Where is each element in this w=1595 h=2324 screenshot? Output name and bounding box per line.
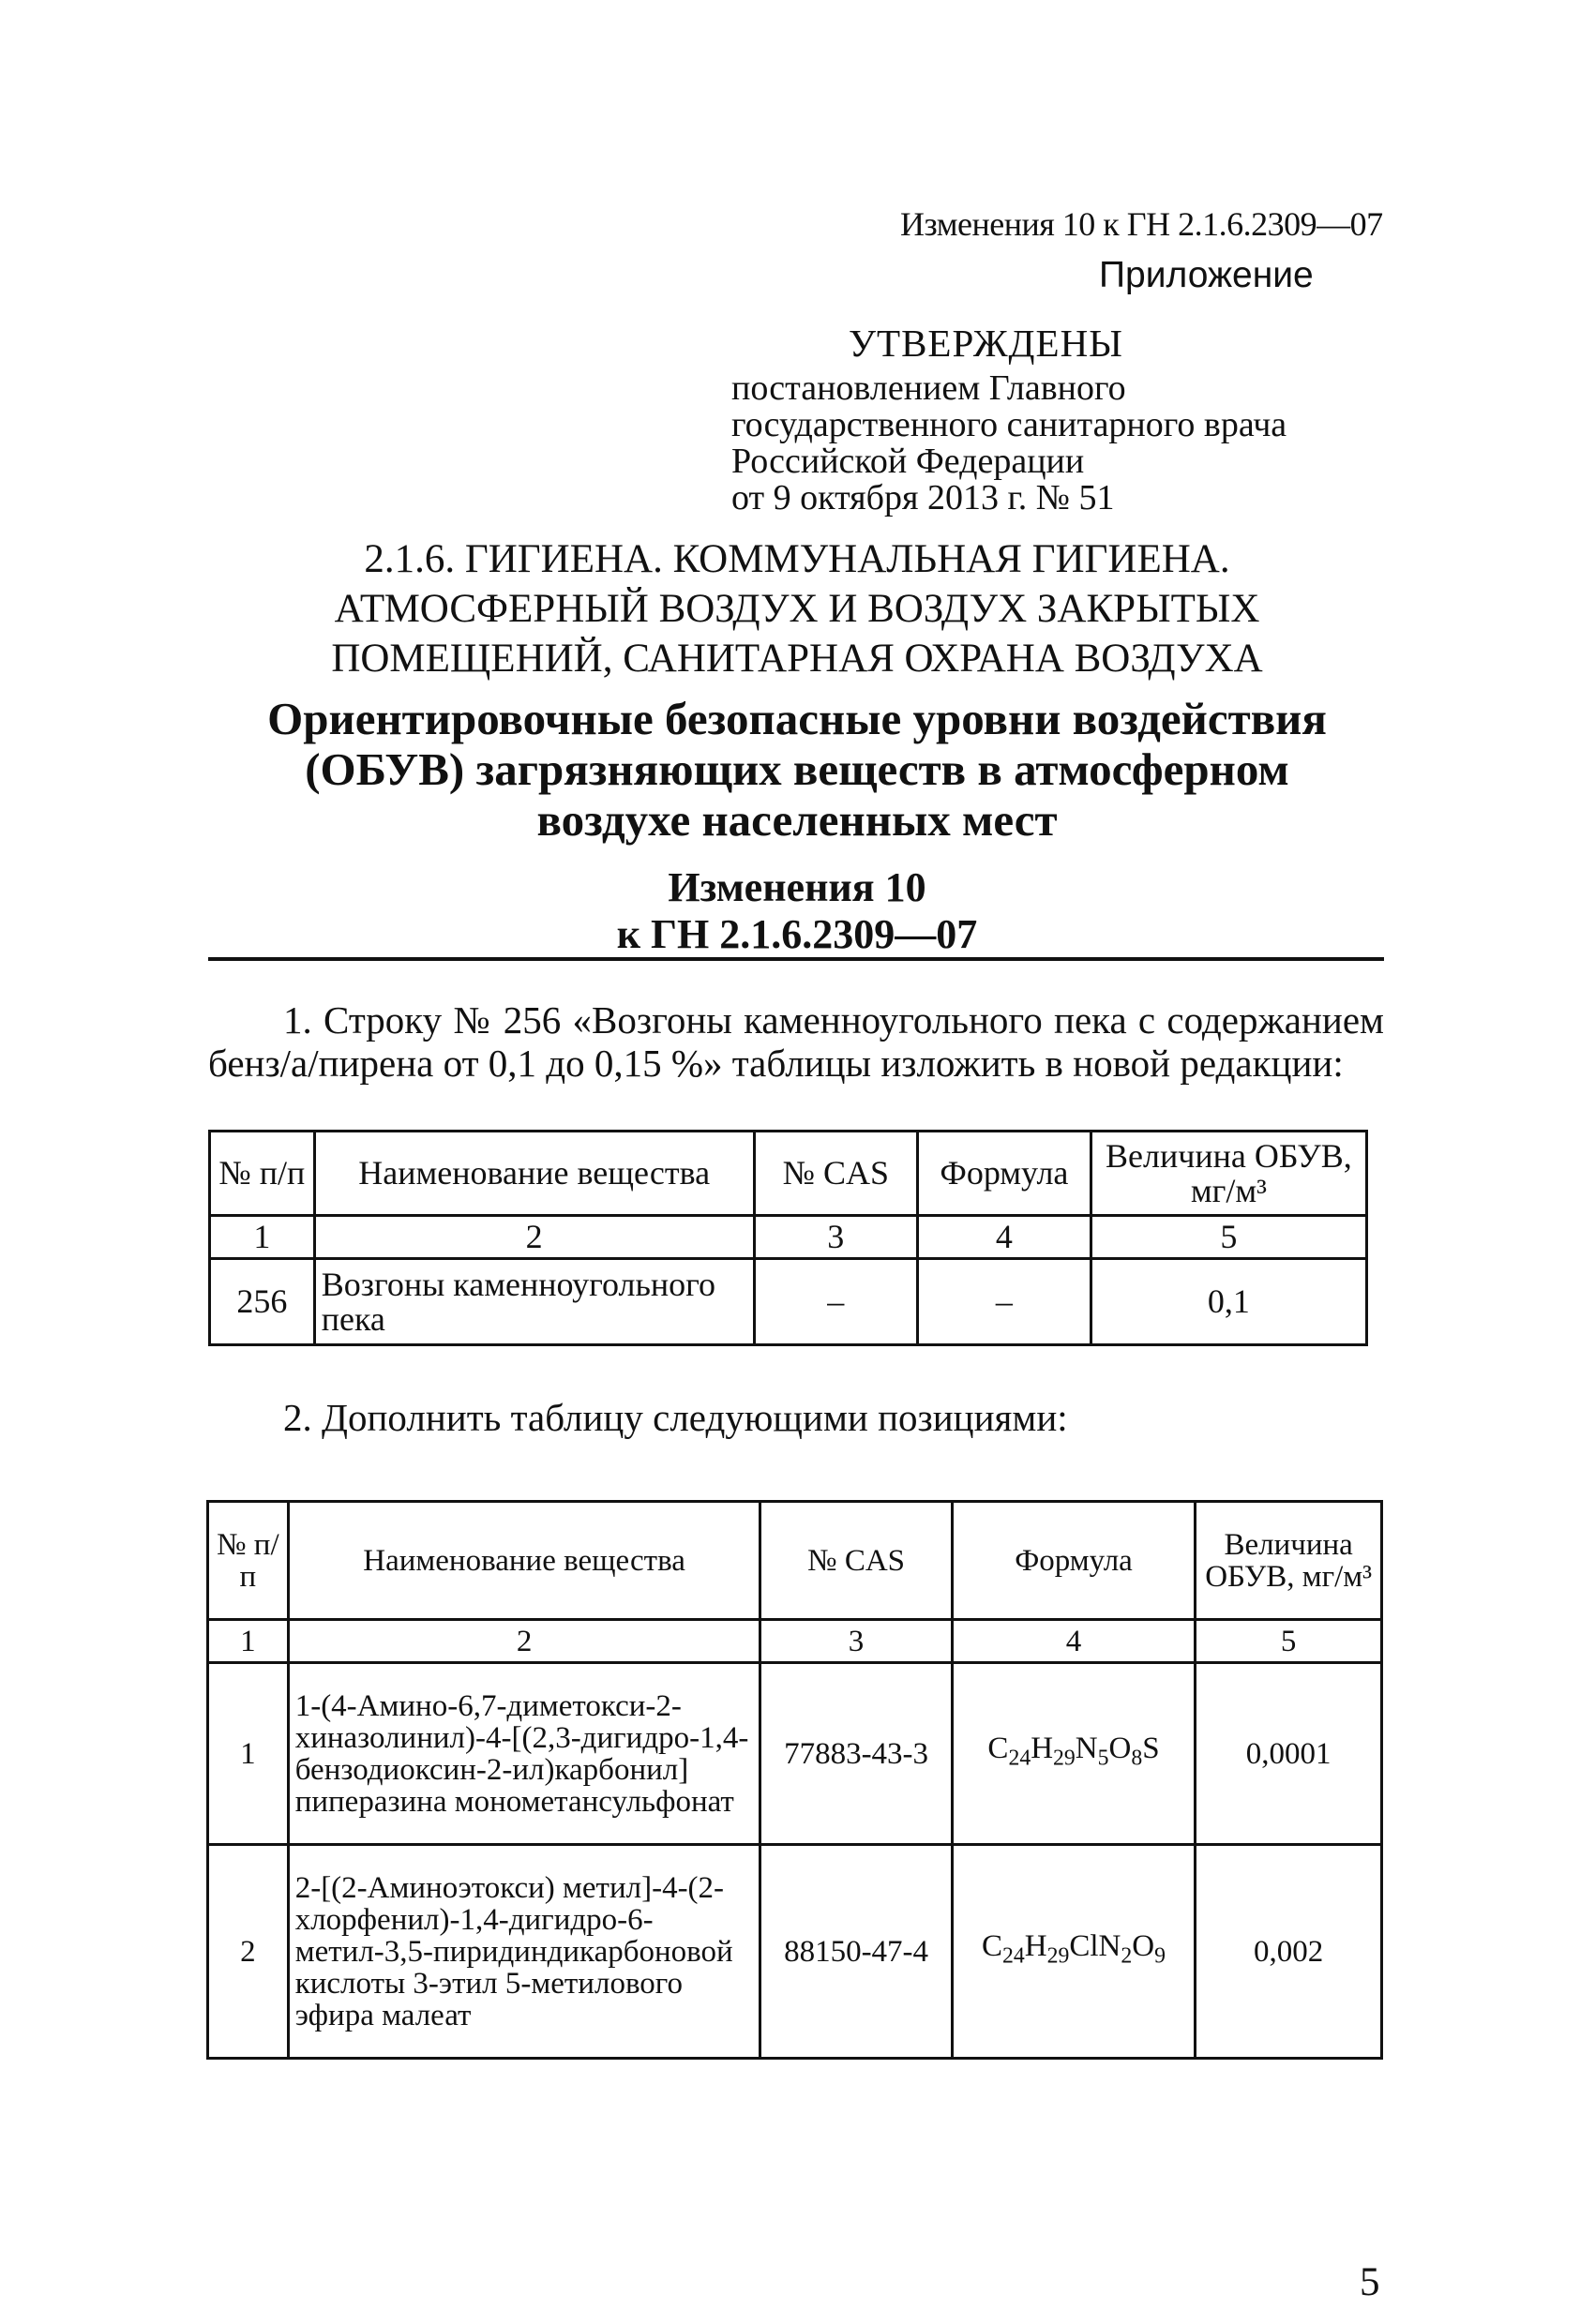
table-header-row: [210, 1132, 1367, 1216]
document-reference: Изменения 10 к ГН 2.1.6.2309—07: [900, 205, 1383, 243]
subtitle-line: к ГН 2.1.6.2309—07: [616, 911, 978, 957]
column-number: 4: [918, 1216, 1091, 1259]
approval-line: государственного санитарного врача: [731, 405, 1287, 444]
row-number: 2: [208, 1845, 289, 2059]
paragraph-2: 2. Дополнить таблицу следующими позициями:: [283, 1396, 1068, 1439]
chemical-formula: $C_{24}H_{29}N_5O_8S$: [987, 1732, 1160, 1771]
subtitle-line: Изменения 10: [668, 864, 926, 910]
cas-number: 77883-43-3: [760, 1663, 952, 1845]
header-cell-number: № п/п: [208, 1502, 289, 1620]
cas-number: 88150-47-4: [760, 1845, 952, 2059]
obuv-value: 0,002: [1196, 1845, 1382, 2059]
column-number: 4: [952, 1620, 1196, 1663]
title-line: Ориентировочные безопасные уровни воздействия: [267, 693, 1327, 744]
table-row: [208, 1845, 1382, 2059]
section-line: АТМОСФЕРНЫЙ ВОЗДУХ И ВОЗДУХ ЗАКРЫТЫХ: [334, 587, 1260, 631]
approval-line: Российской Федерации: [731, 442, 1085, 481]
substance-name: 2-[(2-Аминоэтокси) метил]-4-(2-хлорфенил)-1,4-дигидро-6-метил-3,5-пиридиндикарбоновой кислоты 3-этил 5-метилового эфира малеат: [288, 1845, 760, 2059]
header-cell-value: Величина ОБУВ, мг/м³: [1091, 1132, 1366, 1216]
header-cell-value: Величина ОБУВ, мг/м³: [1196, 1502, 1382, 1620]
substance-name: 1-(4-Амино-6,7-диметокси-2-хиназолинил)-4-[(2,3-дигидро-1,4-бензодиоксин-2-ил)карбонил] пиперазина монометансульфонат: [288, 1663, 760, 1845]
approved-heading: УТВЕРЖДЕНЫ: [849, 322, 1123, 365]
title-line: воздухе населенных мест: [536, 794, 1058, 846]
header-cell-name: Наименование вещества: [288, 1502, 760, 1620]
header-cell-formula: Формула: [918, 1132, 1091, 1216]
page-number: 5: [1360, 2260, 1380, 2304]
document-title: [206, 694, 1388, 846]
column-number: 1: [210, 1216, 315, 1259]
section-line: 2.1.6. ГИГИЕНА. КОММУНАЛЬНАЯ ГИГИЕНА.: [364, 537, 1230, 581]
column-number: 2: [314, 1216, 754, 1259]
table-row-256-replacement: [208, 1130, 1368, 1346]
approval-line: от 9 октября 2013 г. № 51: [731, 478, 1115, 517]
obuv-value: 0,1: [1091, 1259, 1366, 1345]
formula: [952, 1845, 1196, 2059]
column-number-row: [210, 1216, 1367, 1259]
column-number: 3: [754, 1216, 917, 1259]
row-number: 256: [210, 1259, 315, 1345]
column-number: 3: [760, 1620, 952, 1663]
column-number: 5: [1091, 1216, 1366, 1259]
horizontal-rule: [208, 957, 1384, 961]
substance-name: Возгоны каменноугольного пека: [314, 1259, 754, 1345]
section-heading: [188, 534, 1407, 683]
table-row: [208, 1663, 1382, 1845]
header-cell-cas: № CAS: [760, 1502, 952, 1620]
formula: [952, 1663, 1196, 1845]
cas-number: –: [754, 1259, 917, 1345]
row-number: 1: [208, 1663, 289, 1845]
approval-line: постановлением Главного: [731, 368, 1126, 408]
approval-statement: [731, 370, 1444, 517]
formula: –: [918, 1259, 1091, 1345]
header-cell-cas: № CAS: [754, 1132, 917, 1216]
title-line: (ОБУВ) загрязняющих веществ в атмосферном: [305, 743, 1289, 795]
paragraph-1: 1. Строку № 256 «Возгоны каменноугольного пека с содержанием бенз/а/пирена от 0,1 до 0,15 %» таблицы изложить в новой редакции:: [208, 998, 1384, 1085]
document-subtitle: [188, 864, 1407, 958]
section-line: ПОМЕЩЕНИЙ, САНИТАРНАЯ ОХРАНА ВОЗДУХА: [331, 637, 1263, 681]
column-number: 1: [208, 1620, 289, 1663]
table-row: [210, 1259, 1367, 1345]
table-header-row: [208, 1502, 1382, 1620]
header-cell-name: Наименование вещества: [314, 1132, 754, 1216]
column-number-row: [208, 1620, 1382, 1663]
table-new-positions: [206, 1500, 1383, 2060]
appendix-label: Приложение: [1099, 255, 1314, 295]
column-number: 2: [288, 1620, 760, 1663]
header-cell-number: № п/п: [210, 1132, 315, 1216]
column-number: 5: [1196, 1620, 1382, 1663]
header-cell-formula: Формула: [952, 1502, 1196, 1620]
obuv-value: 0,0001: [1196, 1663, 1382, 1845]
chemical-formula: $C_{24}H_{29}ClN_2O_9$: [982, 1929, 1166, 1969]
